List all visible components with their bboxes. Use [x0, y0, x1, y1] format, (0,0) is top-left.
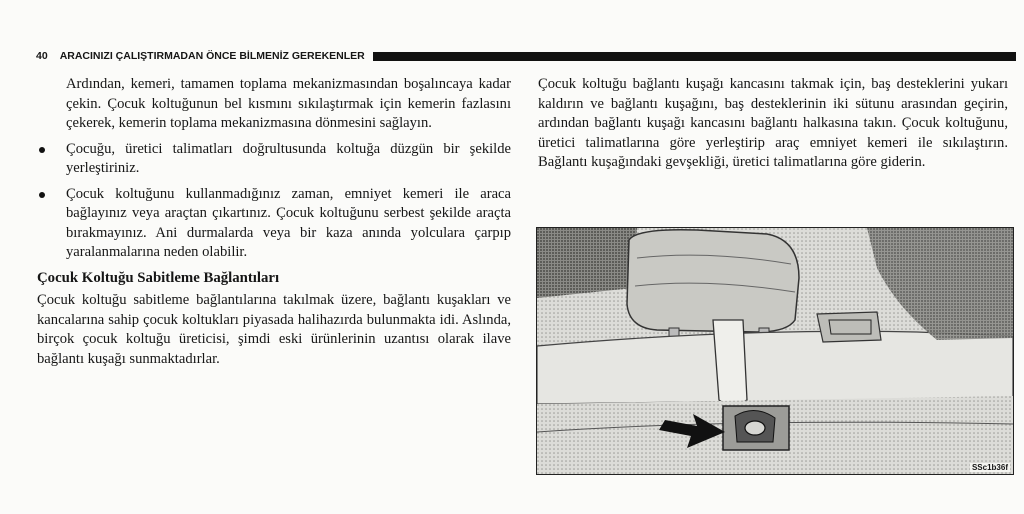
section-paragraph: Çocuk koltuğu sabitleme bağlantılarına takılmak üzere, bağlantı kuşakları ve kancalarına sahip çocuk koltukları piyasada halihazırda bulunmakta idi. Aslında, birçok çocuk koltuğu üreticisi, şimdi eski ürünlerinin uzantısı olarak ilave bağlantı kuşağı sunmaktadırlar. [37, 292, 511, 367]
tether-strap-shape [713, 320, 747, 408]
seat-headrest-drawing [537, 228, 1013, 474]
left-column [37, 75, 511, 369]
rear-window-shape [537, 228, 637, 298]
bullet-item [37, 185, 511, 263]
intro-paragraph: Ardından, kemeri, tamamen toplama mekanizmasından boşalıncaya kadar çekin. Çocuk koltuğunun bel kısmını sıkılaştırmak için kemerin fazlasını çekerek, kemerin toplama mekanizmasına dönmesini sağlayın. [66, 76, 511, 131]
headrest-shape [627, 230, 799, 332]
tether-anchor-illustration [536, 227, 1014, 475]
chapter-title: ARACINIZI ÇALIŞTIRMADAN ÖNCE BİLMENİZ GEREKENLER [59, 50, 365, 62]
right-column [538, 75, 1008, 173]
header-rule [373, 52, 1016, 61]
figure-code: SSc1b36f [971, 463, 1008, 472]
bullet-icon [39, 192, 45, 198]
section-heading: Çocuk Koltuğu Sabitleme Bağlantıları [37, 269, 280, 286]
bullet-item [37, 140, 511, 179]
bullet-icon [39, 147, 45, 153]
page-header [36, 49, 1016, 63]
anchor-ring-shape [745, 421, 765, 435]
page-number: 40 [36, 50, 48, 62]
bullet-text: Çocuğu, üretici talimatları doğrultusunda koltuğa düzgün bir şekilde yerleştiriniz. [66, 140, 511, 176]
right-paragraph: Çocuk koltuğu bağlantı kuşağı kancasını takmak için, baş desteklerini yukarı kaldırın ve bağlantı kuşağını, baş desteklerinin iki sütunu arasından geçirin, ardından bağlantı kuşağı kancasını bağlantı halkasına takın. Çocuk koltuğunu, üretici talimatlarına göre yerleştirip araç emniyet kemeri ile sıkılaştırın. Bağlantı kuşağındaki gevşekliği, üretici talimatlarına göre giderin. [538, 76, 1008, 170]
bullet-text: Çocuk koltuğunu kullanmadığınız zaman, emniyet kemeri ile araca bağlayınız veya araçtan çıkartınız. Çocuk koltuğunu serbest şekilde araçta bırakmayınız. Ani durmalarda veya bir kaza anında yolculara çarpıp yaralanmalarına neden olabilir. [66, 185, 511, 260]
